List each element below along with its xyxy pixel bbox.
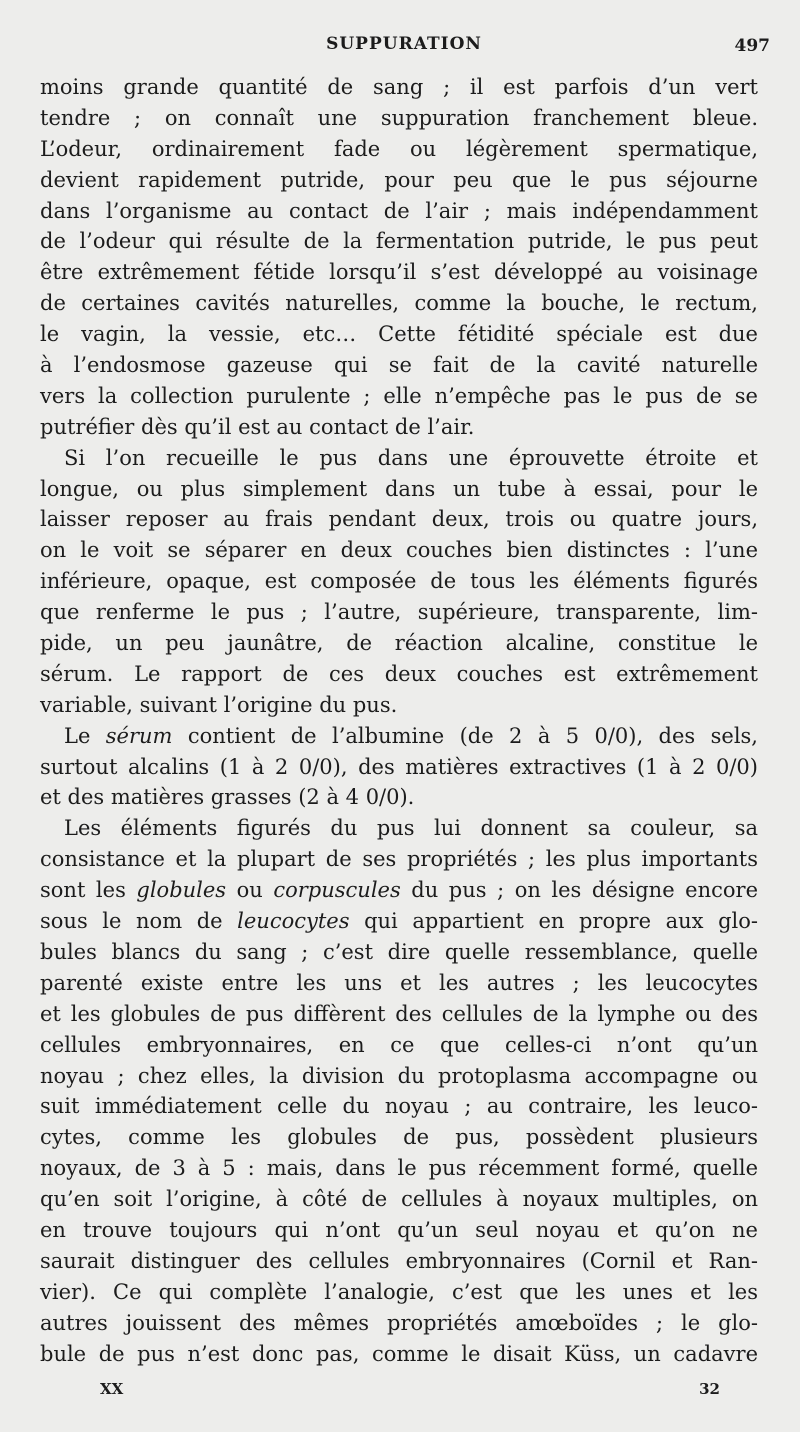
italic-term: globules xyxy=(136,878,227,903)
text-line xyxy=(40,875,758,906)
text-line: saurait distinguer des cellules embryonnaires (Cornil et Ran- xyxy=(40,1248,758,1273)
text-line: putréfier dès qu’il est au contact de l’air. xyxy=(40,414,475,439)
text-line: qu’en soit l’origine, à côté de cellules à noyaux multiples, on xyxy=(40,1187,758,1212)
italic-term: sérum xyxy=(105,723,173,748)
italic-term: leucocytes xyxy=(237,909,350,934)
text-line: autres jouissent des mêmes propriétés amœboïdes ; le glo- xyxy=(40,1310,758,1335)
text-line: laisser reposer au frais pendant deux, trois ou quatre jours, xyxy=(40,507,758,532)
text-line: noyaux, de 3 à 5 : mais, dans le pus récemment formé, quelle xyxy=(40,1156,758,1181)
text-line xyxy=(40,906,758,937)
text-line: à l’endosmose gazeuse qui se fait de la cavité naturelle xyxy=(40,353,758,378)
text-segment: sont les xyxy=(40,878,137,903)
running-title: SUPPURATION xyxy=(326,34,482,54)
italic-term: corpuscules xyxy=(273,878,401,903)
text-line: et des matières grasses (2 à 4 0/0). xyxy=(40,785,415,810)
text-line: bules blancs du sang ; c’est dire quelle ressemblance, quelle xyxy=(40,939,758,964)
text-line xyxy=(40,721,758,752)
text-line: vier). Ce qui complète l’analogie, c’est que les unes et les xyxy=(40,1279,758,1304)
text-line: devient rapidement putride, pour peu que le pus séjourne xyxy=(40,167,758,192)
text-segment: du pus ; on les désigne encore xyxy=(400,878,758,903)
text-line: moins grande quantité de sang ; il est parfois d’un vert xyxy=(40,75,758,99)
text-segment: ou xyxy=(226,878,274,903)
text-line: surtout alcalins (1 à 2 0/0), des matières extractives (1 à 2 0/0) xyxy=(40,754,758,779)
signature-mark-right: 32 xyxy=(699,1380,720,1398)
page-footer xyxy=(100,1380,760,1402)
text-line: de l’odeur qui résulte de la fermentation putride, le pus peut xyxy=(40,229,758,254)
text-line: L’odeur, ordinairement fade ou légèrement spermatique, xyxy=(40,136,758,161)
text-line: bule de pus n’est donc pas, comme le disait Küss, un cadavre xyxy=(40,1341,758,1366)
text-line: variable, suivant l’origine du pus. xyxy=(40,692,398,717)
signature-mark-left: XX xyxy=(100,1380,124,1398)
text-line: être extrêmement fétide lorsqu’il s’est développé au voisinage xyxy=(40,260,758,285)
text-line: Si l’on recueille le pus dans une éprouvette étroite et xyxy=(64,445,758,470)
text-line: consistance et la plupart de ses propriétés ; les plus importants xyxy=(40,847,758,872)
text-line: Les éléments figurés du pus lui donnent sa couleur, sa xyxy=(64,816,758,841)
text-line: on le voit se séparer en deux couches bien distinctes : l’une xyxy=(40,538,758,563)
text-line: parenté existe entre les uns et les autres ; les leucocytes xyxy=(40,970,758,995)
text-line: dans l’organisme au contact de l’air ; mais indépendamment xyxy=(40,198,758,223)
text-line: cytes, comme les globules de pus, possèdent plusieurs xyxy=(40,1125,758,1150)
text-segment: sous le nom de xyxy=(40,909,238,934)
text-segment: Le xyxy=(64,723,106,748)
text-line: et les globules de pus diffèrent des cellules de la lymphe ou des xyxy=(40,1001,758,1026)
text-line: longue, ou plus simplement dans un tube à essai, pour le xyxy=(40,476,758,501)
text-line: inférieure, opaque, est composée de tous les éléments figurés xyxy=(40,569,758,594)
text-segment: qui appartient en propre aux glo- xyxy=(349,909,758,934)
page-number: 497 xyxy=(734,36,770,56)
text-line: sérum. Le rapport de ces deux couches est extrêmement xyxy=(40,661,758,686)
text-line: que renferme le pus ; l’autre, supérieure, transparente, lim- xyxy=(40,600,758,625)
text-line: de certaines cavités naturelles, comme la bouche, le rectum, xyxy=(40,291,758,316)
text-line: le vagin, la vessie, etc… Cette fétidité spéciale est due xyxy=(40,322,758,347)
running-header xyxy=(38,34,770,60)
text-line: vers la collection purulente ; elle n’empêche pas le pus de se xyxy=(40,383,758,408)
body-text xyxy=(40,72,758,1369)
text-line: tendre ; on connaît une suppuration franchement bleue. xyxy=(40,105,758,130)
text-line: noyau ; chez elles, la division du protoplasma accompagne ou xyxy=(40,1063,758,1088)
text-line: suit immédiatement celle du noyau ; au contraire, les leuco- xyxy=(40,1094,758,1119)
text-line: en trouve toujours qui n’ont qu’un seul noyau et qu’on ne xyxy=(40,1217,758,1242)
text-line: cellules embryonnaires, en ce que celles-ci n’ont qu’un xyxy=(40,1032,758,1057)
text-segment: contient de l’albumine (de 2 à 5 0/0), des sels, xyxy=(172,723,758,748)
text-line: pide, un peu jaunâtre, de réaction alcaline, constitue le xyxy=(40,631,758,656)
